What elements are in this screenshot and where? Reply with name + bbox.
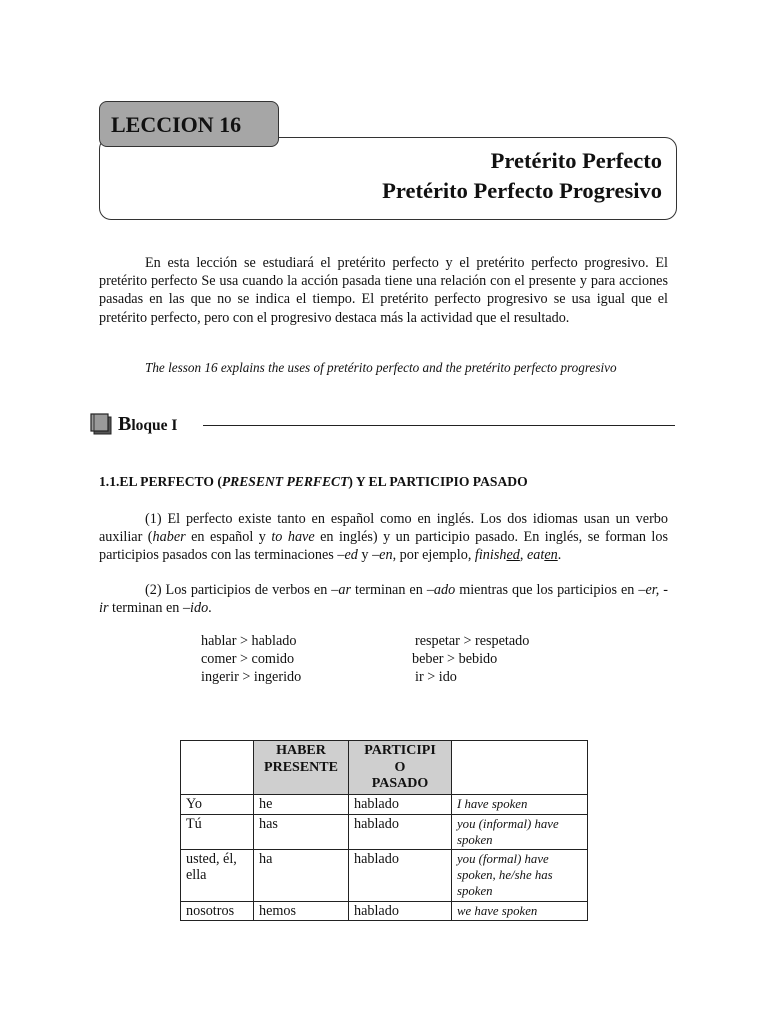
- header-haber-line2: PRESENTE: [264, 759, 338, 775]
- p2-text-4: terminan en: [108, 600, 183, 617]
- cell-english: I have spoken: [452, 795, 588, 815]
- header-cell-empty-2: [452, 741, 588, 795]
- p2-text-3: mientras que los participios en: [455, 582, 639, 598]
- intro-paragraph: [99, 254, 668, 327]
- bloque-rule: [203, 425, 675, 426]
- header-cell-haber: [254, 741, 349, 795]
- example-right-2: beber > bebido: [412, 651, 498, 667]
- p1-italic-3: –ed: [337, 547, 358, 564]
- p1-text-1: (1) El perfecto existe tanto en español como en inglés. Los dos idiomas usan un verbo auxiliar (: [99, 511, 668, 546]
- example-left-1: hablar > hablado: [201, 633, 297, 649]
- example-left-2: comer > comido: [201, 651, 295, 667]
- bloque-heading: [118, 413, 177, 436]
- p2-italic-4: –ido: [182, 600, 209, 617]
- p2-text-2: terminan en: [351, 582, 427, 598]
- p1-text-2: en español y: [185, 529, 272, 546]
- example-left-3: ingerir > ingerido: [201, 669, 302, 685]
- cell-participle: hablado: [349, 795, 452, 815]
- table-row: [181, 849, 588, 901]
- cell-participle: hablado: [349, 901, 452, 921]
- section-heading: [99, 474, 528, 490]
- p2-italic-3: –er, -ir: [99, 582, 668, 617]
- paragraph-2: [99, 581, 668, 617]
- p1-text-6: ,: [519, 547, 527, 564]
- book-icon: [89, 412, 113, 436]
- header-cell-participio: [349, 741, 452, 795]
- section-heading-suffix: ) Y EL PARTICIPIO PASADO: [348, 474, 528, 489]
- lesson-tab: [99, 101, 279, 147]
- header-participio-line1: PARTICIPI: [364, 743, 436, 758]
- table-row: [181, 901, 588, 921]
- p1-italic-finish: finish: [474, 547, 507, 564]
- cell-english: we have spoken: [452, 901, 588, 921]
- cell-subject: Yo: [181, 795, 254, 815]
- table-row: [181, 795, 588, 815]
- cell-english: you (informal) have spoken: [452, 814, 588, 849]
- p1-text-7: .: [557, 547, 562, 564]
- p1-italic-eat: eat: [526, 547, 545, 564]
- cell-subject: usted, él, ella: [181, 849, 254, 901]
- cell-haber: ha: [254, 849, 349, 901]
- title-line-1: Pretérito Perfecto: [490, 148, 662, 173]
- header-participio-line2: O: [394, 759, 406, 775]
- cell-haber: he: [254, 795, 349, 815]
- section-heading-italic: PRESENT PERFECT: [221, 474, 349, 489]
- section-heading-prefix: 1.1.EL PERFECTO (: [99, 474, 222, 489]
- p1-text-3: en inglés) y un participio pasado. En inglés, se forman los participios pasados con las terminaciones: [99, 529, 668, 564]
- table-header-row: [181, 741, 588, 795]
- cell-subject: nosotros: [181, 901, 254, 921]
- p2-text-1: (2) Los participios de verbos en: [145, 582, 332, 598]
- lesson-label: LECCION 16: [111, 112, 242, 137]
- table-row: [181, 814, 588, 849]
- intro-text: En esta lección se estudiará el pretérito perfecto y el pretérito perfecto progresivo. El pretérito perfecto Se usa cuando la acción pasada tiene una relación con el presente y para acciones pasadas en las que no se indica el tiempo. El pretérito perfecto progresivo se usa igual que el pretérito perfecto, pero con el progresivo destaca más la actividad que el resultado.: [99, 255, 668, 326]
- bloque-rest: loque I: [131, 417, 178, 434]
- cell-participle: hablado: [349, 849, 452, 901]
- p1-italic-2: to have: [271, 529, 315, 546]
- p1-italic-en: en: [544, 547, 558, 564]
- p1-italic-ed: ed: [506, 547, 520, 564]
- cell-participle: hablado: [349, 814, 452, 849]
- p2-italic-2: –ado: [426, 582, 456, 598]
- header-cell-empty-1: [181, 741, 254, 795]
- p1-text-4: y: [357, 547, 373, 564]
- paragraph-1: [99, 510, 668, 565]
- example-right-3: ir > ido: [415, 669, 457, 685]
- p1-italic-1: haber: [152, 529, 186, 546]
- header-participio-line3: PASADO: [371, 776, 429, 791]
- bloque-initial: B: [118, 413, 132, 435]
- example-right-1: respetar > respetado: [415, 633, 530, 649]
- p2-italic-1: –ar: [331, 582, 352, 598]
- conjugation-table: [180, 740, 588, 921]
- p1-text-5: , por ejemplo,: [392, 547, 475, 564]
- p1-italic-4: –en: [372, 547, 393, 564]
- cell-subject: Tú: [181, 814, 254, 849]
- p2-text-5: .: [208, 600, 212, 617]
- title-line-2: Pretérito Perfecto Progresivo: [382, 178, 662, 203]
- cell-english: you (formal) have spoken, he/she has spoken: [452, 849, 588, 901]
- header-haber-line1: HABER: [276, 743, 326, 758]
- intro-english-note: The lesson 16 explains the uses of pretérito perfecto and the pretérito perfecto progresivo: [145, 360, 617, 375]
- cell-haber: hemos: [254, 901, 349, 921]
- cell-haber: has: [254, 814, 349, 849]
